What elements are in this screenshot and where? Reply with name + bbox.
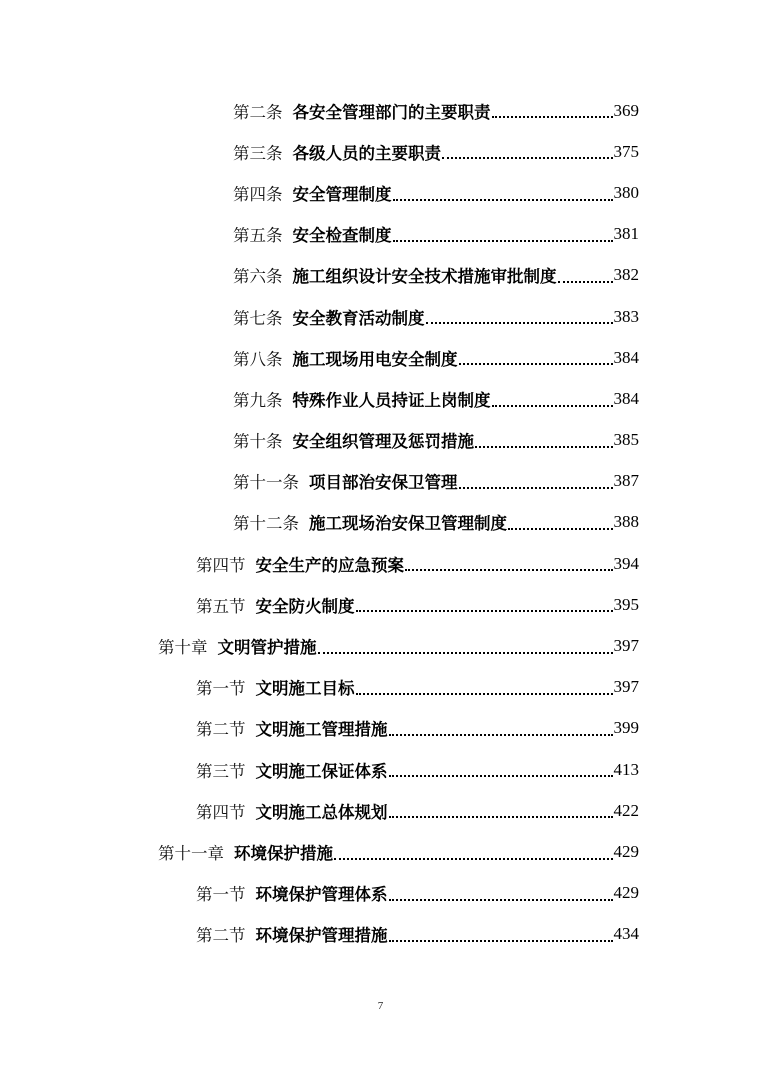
toc-entry-label: 第十章 <box>158 638 208 658</box>
toc-entry[interactable] <box>0 461 761 502</box>
toc-entry-label: 第四节 <box>196 555 246 575</box>
toc-entry-label: 第十二条 <box>233 514 299 534</box>
toc-entry-title: 文明施工总体规划 <box>255 802 388 822</box>
toc-entry[interactable] <box>0 831 761 872</box>
toc-entry-label: 第五条 <box>233 226 283 246</box>
toc-entry-page: 394 <box>613 553 639 573</box>
toc-entry-title: 文明管护措施 <box>217 638 317 658</box>
toc-entry[interactable] <box>0 790 761 831</box>
toc-entry[interactable] <box>0 543 761 584</box>
toc-dot-leader <box>334 857 613 860</box>
toc-entry-page: 382 <box>613 265 639 285</box>
toc-dot-leader <box>492 115 613 118</box>
toc-entry-title: 安全教育活动制度 <box>292 308 425 328</box>
toc-dot-leader <box>426 321 613 324</box>
toc-dot-leader <box>389 733 613 736</box>
toc-entry-label: 第一节 <box>196 885 246 905</box>
toc-dot-leader <box>389 815 613 818</box>
toc-entry-label: 第八条 <box>233 349 283 369</box>
toc-entry-title: 安全生产的应急预案 <box>255 555 404 575</box>
toc-entry-page: 395 <box>613 594 639 614</box>
toc-entry[interactable] <box>0 214 761 255</box>
toc-entry-title: 安全检查制度 <box>292 226 392 246</box>
toc-entry-page: 381 <box>613 224 639 244</box>
toc-entry[interactable] <box>0 749 761 790</box>
toc-entry-page: 384 <box>613 347 639 367</box>
toc-dot-leader <box>492 404 613 407</box>
toc-entry-page: 413 <box>613 759 639 779</box>
toc-entry-label: 第十一章 <box>158 843 224 863</box>
toc-entry-page: 380 <box>613 182 639 202</box>
toc-entry-title: 安全管理制度 <box>292 184 392 204</box>
toc-entry-label: 第十条 <box>233 432 283 452</box>
toc-entry[interactable] <box>0 131 761 172</box>
toc-entry-label: 第七条 <box>233 308 283 328</box>
toc-entry-label: 第六条 <box>233 267 283 287</box>
toc-entry-page: 387 <box>613 471 639 491</box>
toc-entry-title: 各级人员的主要职责 <box>292 143 441 163</box>
toc-entry-title: 安全组织管理及惩罚措施 <box>292 432 474 452</box>
toc-entry-label: 第四节 <box>196 802 246 822</box>
table-of-contents <box>0 90 761 955</box>
toc-dot-leader <box>475 445 613 448</box>
toc-dot-leader <box>393 198 613 201</box>
toc-dot-leader <box>318 651 613 654</box>
toc-entry[interactable] <box>0 296 761 337</box>
toc-entry-label: 第三节 <box>196 761 246 781</box>
toc-entry-label: 第九条 <box>233 390 283 410</box>
toc-entry[interactable] <box>0 378 761 419</box>
toc-dot-leader <box>389 898 613 901</box>
toc-dot-leader <box>393 239 613 242</box>
toc-entry-page: 369 <box>613 100 639 120</box>
toc-entry[interactable] <box>0 708 761 749</box>
toc-entry-page: 429 <box>613 883 639 903</box>
toc-entry-title: 环境保护管理体系 <box>255 885 388 905</box>
toc-entry[interactable] <box>0 502 761 543</box>
toc-entry-title: 文明施工管理措施 <box>255 720 388 740</box>
toc-entry-title: 项目部治安保卫管理 <box>309 473 458 493</box>
toc-entry-page: 384 <box>613 388 639 408</box>
toc-entry-page: 397 <box>613 677 639 697</box>
toc-entry[interactable] <box>0 90 761 131</box>
toc-dot-leader <box>442 156 613 159</box>
toc-entry-label: 第二节 <box>196 926 246 946</box>
toc-dot-leader <box>459 362 613 365</box>
toc-dot-leader <box>508 527 613 530</box>
toc-dot-leader <box>405 568 613 571</box>
toc-entry-title: 文明施工目标 <box>255 679 355 699</box>
toc-entry-page: 383 <box>613 306 639 326</box>
toc-entry-page: 388 <box>613 512 639 532</box>
toc-entry-title: 各安全管理部门的主要职责 <box>292 102 491 122</box>
toc-entry[interactable] <box>0 337 761 378</box>
toc-entry-page: 385 <box>613 430 639 450</box>
toc-entry[interactable] <box>0 914 761 955</box>
toc-entry-title: 环境保护措施 <box>234 843 333 863</box>
toc-dot-leader <box>389 939 613 942</box>
toc-entry-page: 422 <box>613 800 639 820</box>
toc-dot-leader <box>389 774 613 777</box>
toc-entry-title: 施工组织设计安全技术措施审批制度 <box>292 267 557 287</box>
toc-entry-label: 第四条 <box>233 184 283 204</box>
toc-dot-leader <box>356 609 613 612</box>
toc-dot-leader <box>558 280 613 283</box>
toc-entry-title: 环境保护管理措施 <box>255 926 388 946</box>
toc-entry[interactable] <box>0 172 761 213</box>
toc-entry-label: 第二条 <box>233 102 283 122</box>
toc-entry-page: 429 <box>613 841 639 861</box>
toc-entry-page: 397 <box>613 636 639 656</box>
toc-dot-leader <box>356 692 613 695</box>
toc-entry-title: 特殊作业人员持证上岗制度 <box>292 390 491 410</box>
toc-entry-label: 第二节 <box>196 720 246 740</box>
toc-entry-title: 施工现场治安保卫管理制度 <box>309 514 507 534</box>
toc-dot-leader <box>459 486 613 489</box>
toc-entry-label: 第一节 <box>196 679 246 699</box>
toc-entry-page: 399 <box>613 718 639 738</box>
toc-entry-label: 第五节 <box>196 596 246 616</box>
toc-entry[interactable] <box>0 584 761 625</box>
toc-entry[interactable] <box>0 873 761 914</box>
toc-entry-label: 第十一条 <box>233 473 299 493</box>
toc-entry[interactable] <box>0 255 761 296</box>
toc-entry[interactable] <box>0 420 761 461</box>
toc-entry-label: 第三条 <box>233 143 283 163</box>
toc-entry-title: 文明施工保证体系 <box>255 761 388 781</box>
toc-entry-title: 施工现场用电安全制度 <box>292 349 458 369</box>
toc-entry[interactable] <box>0 625 761 666</box>
toc-entry[interactable] <box>0 667 761 708</box>
toc-entry-title: 安全防火制度 <box>255 596 355 616</box>
toc-entry-page: 375 <box>613 141 639 161</box>
page-number: 7 <box>377 1000 384 1012</box>
toc-entry-page: 434 <box>613 924 639 944</box>
